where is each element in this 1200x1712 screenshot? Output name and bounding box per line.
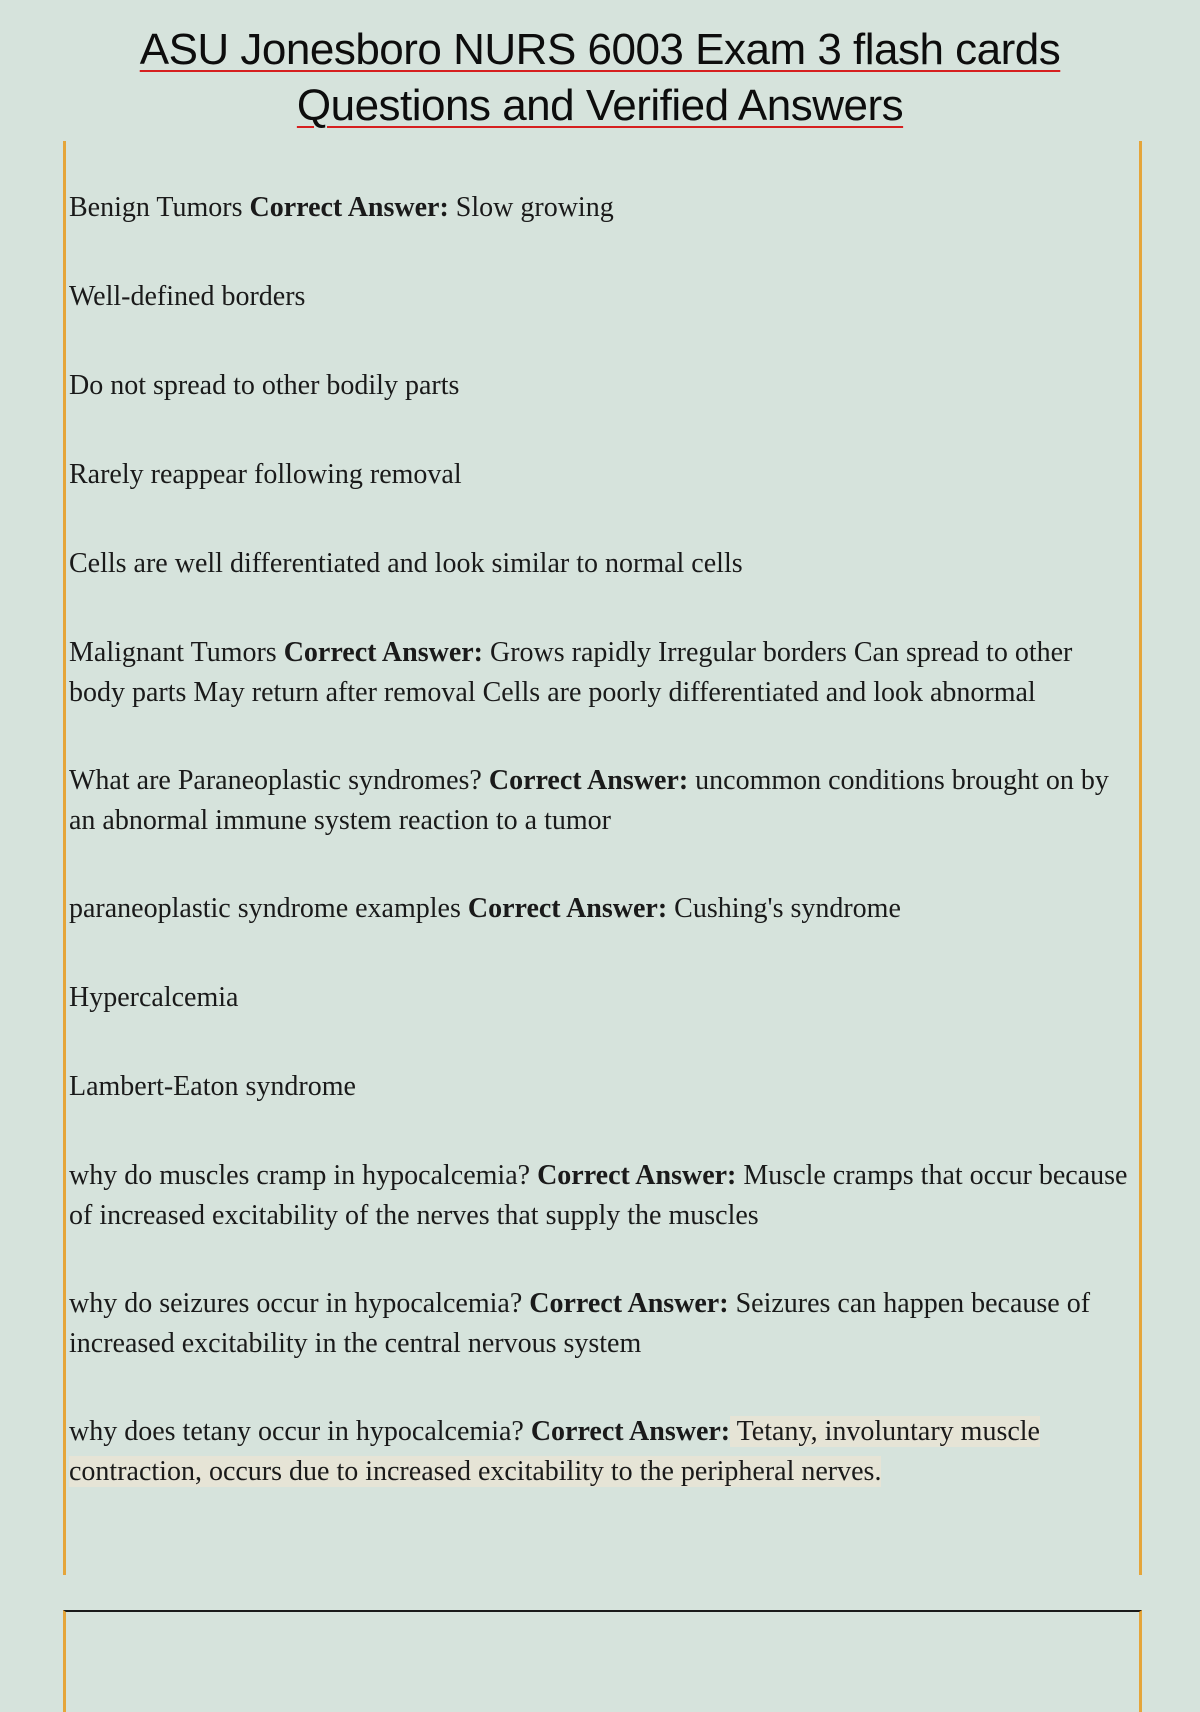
answer-text: Cushing's syndrome [667, 893, 901, 924]
question-text: paraneoplastic syndrome examples [69, 893, 468, 924]
title-line-1: ASU Jonesboro NURS 6003 Exam 3 flash cards [139, 25, 1061, 74]
correct-answer-label: Correct Answer: [283, 637, 483, 668]
answer-text: Grows rapidly Irregular borders Can spread to other body parts May return after removal Cells are poorly differentiated and look abnormal [69, 637, 1073, 708]
flashcard-benign-tumors [69, 188, 1135, 228]
answer-line-hypercalcemia: Hypercalcemia [69, 982, 239, 1013]
answer-line-do-not-spread: Do not spread to other bodily parts [69, 370, 460, 401]
correct-answer-label: Correct Answer: [467, 893, 668, 924]
correct-answer-label: Correct Answer: [529, 1288, 729, 1319]
answer-line-lambert-eaton: Lambert-Eaton syndrome [69, 1071, 356, 1102]
question-text: Malignant Tumors [69, 637, 284, 668]
flashcard-seizures [69, 1284, 1135, 1364]
answer-text: Tetany, involuntary muscle contraction, occurs due to increased excitability to the peripheral nerves. [69, 1416, 1040, 1487]
correct-answer-label: Correct Answer: [488, 765, 689, 796]
answer-line-well-differentiated: Cells are well differentiated and look similar to normal cells [69, 548, 743, 579]
title-line-2: Questions and Verified Answers [296, 81, 904, 130]
flashcard-paraneoplastic-syndromes [69, 761, 1135, 841]
answer-text: uncommon conditions brought on by an abnormal immune system reaction to a tumor [69, 765, 1109, 836]
flashcard-tetany [69, 1412, 1135, 1492]
answer-text: Slow growing [448, 192, 614, 223]
document-title [0, 22, 1200, 134]
question-text: why do muscles cramp in hypocalcemia? [69, 1160, 538, 1191]
correct-answer-label: Correct Answer: [537, 1160, 737, 1191]
answer-text: Seizures can happen because of increased excitability in the central nervous system [69, 1288, 1091, 1359]
correct-answer-label: Correct Answer: [249, 192, 449, 223]
flashcard-muscle-cramps [69, 1156, 1135, 1236]
flashcard-malignant-tumors [69, 633, 1135, 713]
question-text: why do seizures occur in hypocalcemia? [69, 1288, 530, 1319]
correct-answer-label: Correct Answer: [530, 1416, 731, 1447]
next-section-frame [63, 1610, 1142, 1712]
question-text: What are Paraneoplastic syndromes? [69, 765, 489, 796]
answer-text: Muscle cramps that occur because of increased excitability of the nerves that supply the muscles [69, 1160, 1128, 1231]
flashcard-list [69, 188, 1135, 1540]
flashcard-paraneoplastic-examples [69, 889, 1135, 929]
answer-line-rarely-reappear: Rarely reappear following removal [69, 459, 462, 490]
answer-line-well-defined-borders: Well-defined borders [69, 281, 306, 312]
question-text: Benign Tumors [69, 192, 250, 223]
question-text: why does tetany occur in hypocalcemia? [69, 1416, 531, 1447]
